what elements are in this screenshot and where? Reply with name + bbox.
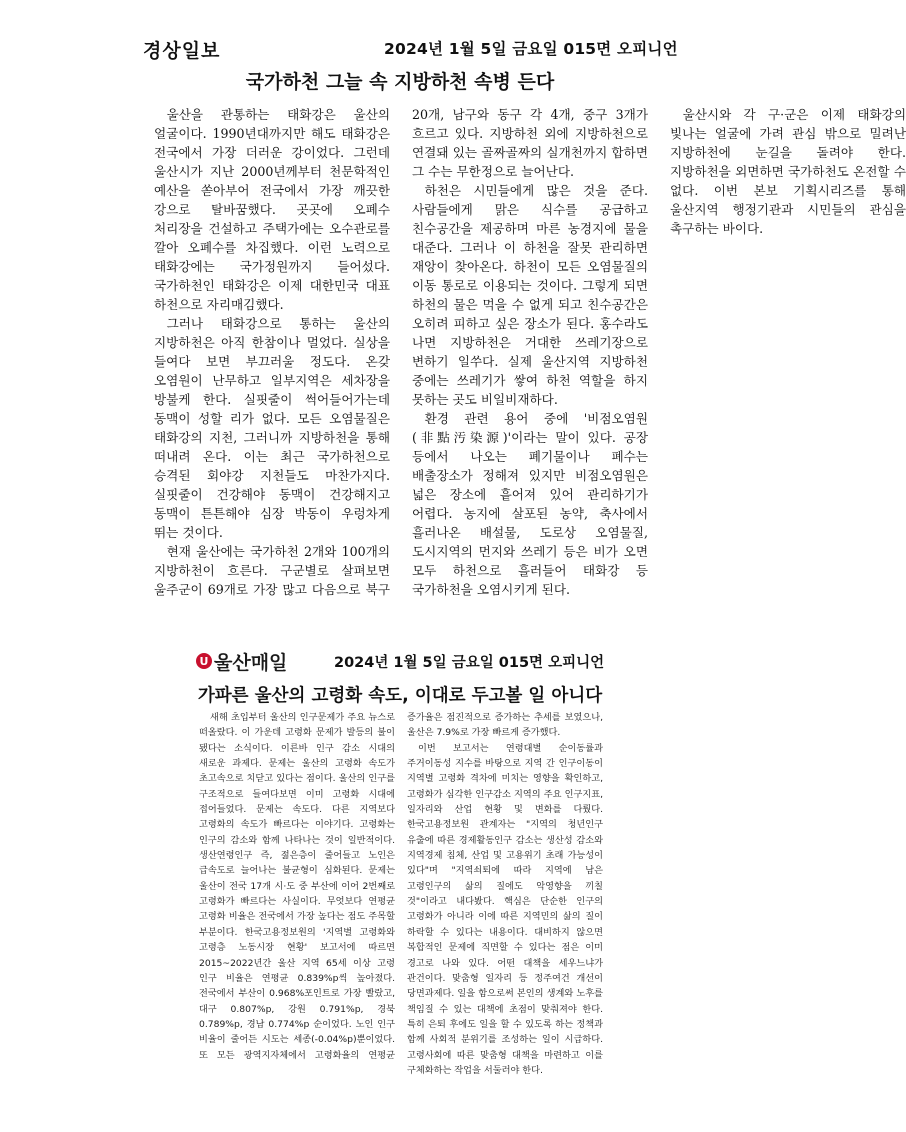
- newspaper-logo: 경상일보: [143, 40, 221, 62]
- article-body: [199, 710, 603, 1082]
- article-paragraph: 새해 초입부터 울산의 인구문제가 주요 뉴스로 떠올랐다. 이 가운데 고령화 문제가 발등의 불이 됐다는 소식이다. 이른바 인구 감소 시대의 새로운 과제다. 문제는 울산의 고령화 속도가 초고속으로 치닫고 있다는 점이다. 울산의 인구를 구조적으로 들여다보면 이미 고령화 시대에 접어들었다. 문제는 속도다. 다른 지역보다 고령화의 속도가 빠르다는 이야기다. 고령화는 인구의 감소와 함께 나타나는 것이 일반적이다. 생산연령인구 즉, 젊은층이 줄어들고 노인은 급속도로 늘어나는 불균형이 심화된다. 문제는 울산이 전국 17개 시·도 중 부산에 이어 2번째로 고령화가 빠르다는 사실이다. 무엇보다 연평균 고령화 비율은 전국에서 가장 높다는 점도 주목할 부분이다. 한국고용정보원의 '지역별 고령화와 고령층 노동시장 현황' 보고서에 따르면 2015~2022년간 울산 지역 65세 이상 고령 인구 비율은 연평균 0.839%p씩 높아졌다. 전국에서 부산이 0.968%포인트로 가장 빨랐고, 대구 0.807%p, 강원 0.791%p, 경북 0.789%p, 경남 0.774%p 순이었다. 노인 인구 비율이 줄어든 시도는 세종(-0.04%p)뿐이었다. 또 모든 광역지자체에서 고령화율의 연평균 증가율은 점진적으로 증가하는 추세를 보였으나, 울산은 7.9%로 가장 빠르게 증가했다.: [199, 712, 603, 1061]
- article-paragraph: 하천은 시민들에게 많은 것을 준다. 사람들에게 맑은 식수를 공급하고 친수공간을 제공하며 마른 농경지에 물을 대준다. 그러나 이 하천을 잘못 관리하면 재앙이 찾아온다. 하천이 모든 오염물질의 이동 통로로 이용되는 것이다. 그렇게 되면 하천의 물은 먹을 수 없게 되고 친수공간은 오히려 피하고 싶은 장소가 된다. 홍수라도 나면 지방하천은 거대한 쓰레기장으로 변하기 일쑤다. 실제 울산지역 지방하천 중에는 쓰레기가 쌓여 하천 역할을 하지 못하는 곳도 비일비재하다.: [412, 183, 648, 407]
- article-paragraph: 환경 관련 용어 중에 '비점오염원(非點汚染源)'이라는 말이 있다. 공장 등에서 나오는 폐기물이나 폐수는 배출장소가 정해져 있지만 비점오염원은 넓은 장소에 흩어져 있어 관리하기가 어렵다. 농지에 살포된 농약, 축사에서 흘러나온 배설물, 도로상 오염물질, 도시지역의 먼지와 쓰레기 등은 비가 오면 모두 하천으로 흘러들어 태화강 등 국가하천을 오염시키게 된다.: [412, 411, 648, 597]
- article-title: 가파른 울산의 고령화 속도, 이대로 두고볼 일 아니다: [197, 686, 603, 706]
- article-dateline: 2024년 1월 5일 금요일 015면 오피니언: [384, 40, 678, 58]
- article-paragraph: 울산시와 각 구·군은 이제 태화강의 빛나는 얼굴에 가려 관심 밖으로 밀려난 지방하천에 눈길을 돌려야 한다. 지방하천을 외면하면 국가하천도 온전할 수 없다. 이번 본보 기획시리즈를 통해 울산지역 행정기관과 시민들의 관심을 촉구하는 바이다.: [670, 107, 906, 236]
- article-paragraph: 그러나 태화강으로 통하는 울산의 지방하천은 아직 한참이나 멀었다. 실상을 들여다 보면 부끄러울 정도다. 온갖 오염원이 난무하고 일부지역은 세차장을 방불케 한다. 실핏줄이 썩어들어가는데 동맥이 성할 리가 없다. 모든 오염물질은 태화강의 지천, 그러니까 지방하천을 통해 떠내려 온다. 이는 최근 국가하천으로 승격된 회야강 지천들도 마찬가지다. 실핏줄이 건강해야 동맥이 건강해지고 동맥이 튼튼해야 심장 박동이 우렁차게 뛰는 것이다.: [154, 316, 390, 540]
- article-paragraph: 이번 보고서는 연령대별 순이동률과 주거이동성 지수를 바탕으로 지역 간 인구이동이 지역별 고령화 격차에 미치는 영향을 확인하고, 고령화가 심각한 인구감소 지역의 주요 인구지표, 일자리와 산업 현황 및 변화를 다뤘다. 한국고용정보원 관계자는 "지역의 청년인구 유출에 따른 경제활동인구 감소는 생산성 감소와 지역경제 침체, 산업 및 고용위기 초래 가능성이 있다"며 "지역쇠퇴에 따라 지역에 남은 고령인구의 삶의 질에도 악영향을 끼칠 것"이라고 내다봤다. 핵심은 단순한 인구의 고령화가 아니라 이에 따른 지역민의 삶의 질이 하락할 수 있다는 내용이다. 대비하지 않으면 복합적인 문제에 직면할 수 있다는 점은 이미 경고로 나와 있다. 어떤 대책을 세우느냐가 관건이다. 맞춤형 일자리 등 정주여건 개선이 당면과제다. 일을 함으로써 본인의 생계와 노후를 책임질 수 있는 대책에 초점이 맞춰져야 한다. 특히 은퇴 후에도 일을 할 수 있도록 하는 정책과 함께 사회적 분위기를 조성하는 일이 시급하다. 고령사회에 따른 맞춤형 대책을 마련하고 이를 구체화하는 작업을 서둘러야 한다.: [407, 742, 603, 1076]
- newspaper-logo: [196, 648, 287, 674]
- article-paragraph: 울산을 관통하는 태화강은 울산의 얼굴이다. 1990년대까지만 해도 태화강은 전국에서 가장 더러운 강이었다. 그런데 울산시가 지난 2000년께부터 천문학적인 예산을 쏟아부어 전국에서 가장 깨끗한 강으로 탈바꿈했다. 곳곳에 오폐수 처리장을 건설하고 주택가에는 오수관로를 깔아 오폐수를 차집했다. 이런 노력으로 태화강에는 국가정원까지 들어섰다. 국가하천인 태화강은 이제 대한민국 대표 하천으로 자리매김했다.: [154, 107, 390, 312]
- article-title: 국가하천 그늘 속 지방하천 속병 든다: [245, 71, 555, 93]
- article-body: [154, 105, 906, 615]
- article-paragraph: 현재 울산에는 국가하천 2개와 100개의 지방하천이 흐른다. 구군별로 살펴보면 울주군이 69개로 가장 많고 다음으로 북구 20개, 남구와 동구 각 4개, 중구 3개가 흐르고 있다. 지방하천 외에 지방하천으로 연결돼 있는 골짜골짜의 실개천까지 합하면 그 수는 무한정으로 늘어난다.: [154, 107, 648, 597]
- newspaper-logo-text: 울산매일: [214, 651, 288, 674]
- logo-mark-icon: U: [196, 653, 212, 669]
- article-dateline: 2024년 1월 5일 금요일 015면 오피니언: [334, 655, 605, 671]
